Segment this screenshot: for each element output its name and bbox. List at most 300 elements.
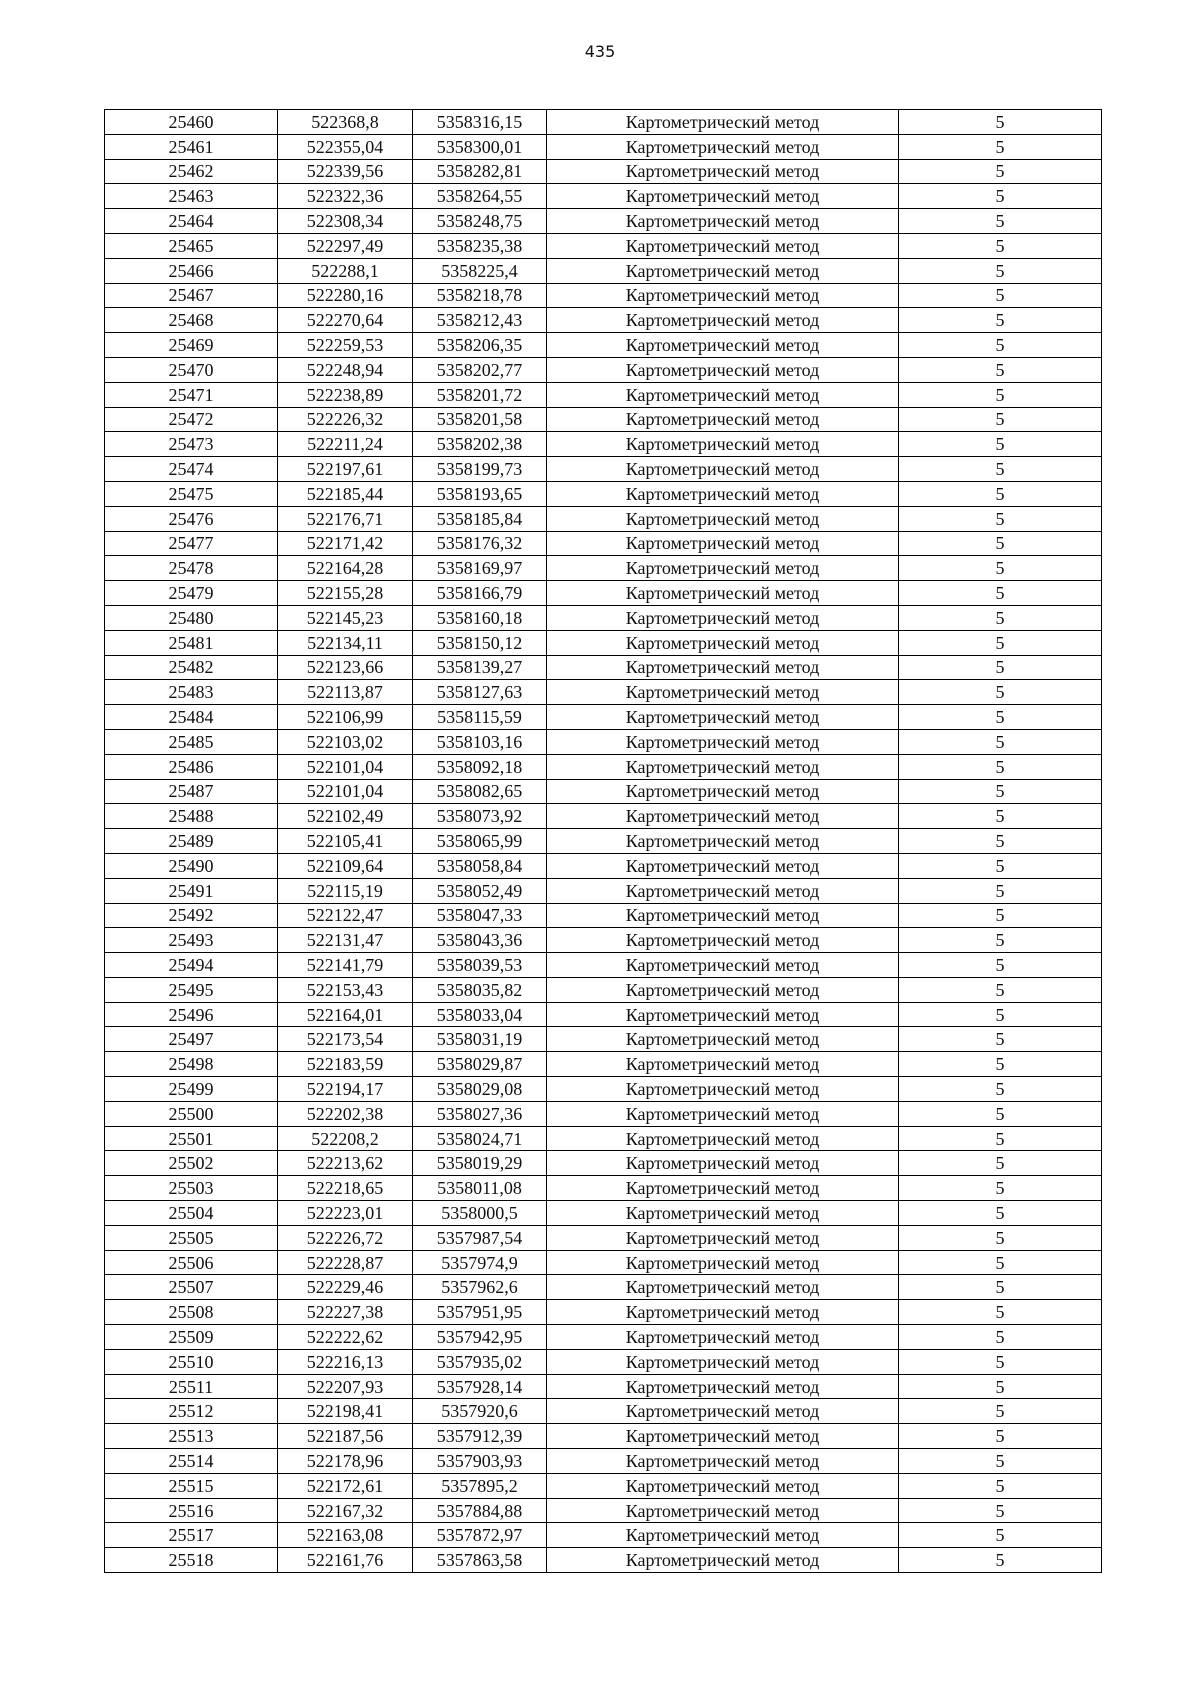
x-coordinate-cell: 522101,04 <box>278 779 413 804</box>
x-coordinate-cell: 522216,13 <box>278 1349 413 1374</box>
y-coordinate-cell: 5358199,73 <box>413 457 547 482</box>
method-cell: Картометрический метод <box>547 382 899 407</box>
x-coordinate-cell: 522202,38 <box>278 1101 413 1126</box>
x-coordinate-cell: 522145,23 <box>278 605 413 630</box>
method-cell: Картометрический метод <box>547 829 899 854</box>
point-number-cell: 25484 <box>105 705 278 730</box>
x-coordinate-cell: 522164,01 <box>278 1002 413 1027</box>
accuracy-cell: 5 <box>899 1027 1102 1052</box>
point-number-cell: 25517 <box>105 1523 278 1548</box>
x-coordinate-cell: 522123,66 <box>278 655 413 680</box>
point-number-cell: 25480 <box>105 605 278 630</box>
x-coordinate-cell: 522297,49 <box>278 233 413 258</box>
table-row <box>105 853 1102 878</box>
x-coordinate-cell: 522270,64 <box>278 308 413 333</box>
x-coordinate-cell: 522105,41 <box>278 829 413 854</box>
x-coordinate-cell: 522208,2 <box>278 1126 413 1151</box>
x-coordinate-cell: 522197,61 <box>278 457 413 482</box>
method-cell: Картометрический метод <box>547 1126 899 1151</box>
y-coordinate-cell: 5358166,79 <box>413 581 547 606</box>
y-coordinate-cell: 5357951,95 <box>413 1300 547 1325</box>
point-number-cell: 25496 <box>105 1002 278 1027</box>
y-coordinate-cell: 5357928,14 <box>413 1374 547 1399</box>
accuracy-cell: 5 <box>899 1399 1102 1424</box>
accuracy-cell: 5 <box>899 581 1102 606</box>
method-cell: Картометрический метод <box>547 209 899 234</box>
method-cell: Картометрический метод <box>547 630 899 655</box>
accuracy-cell: 5 <box>899 878 1102 903</box>
point-number-cell: 25515 <box>105 1473 278 1498</box>
method-cell: Картометрический метод <box>547 1325 899 1350</box>
table-row <box>105 1498 1102 1523</box>
accuracy-cell: 5 <box>899 1300 1102 1325</box>
method-cell: Картометрический метод <box>547 432 899 457</box>
table-row <box>105 1052 1102 1077</box>
method-cell: Картометрический метод <box>547 1176 899 1201</box>
accuracy-cell: 5 <box>899 333 1102 358</box>
x-coordinate-cell: 522248,94 <box>278 357 413 382</box>
point-number-cell: 25491 <box>105 878 278 903</box>
x-coordinate-cell: 522187,56 <box>278 1424 413 1449</box>
accuracy-cell: 5 <box>899 630 1102 655</box>
x-coordinate-cell: 522227,38 <box>278 1300 413 1325</box>
method-cell: Картометрический метод <box>547 457 899 482</box>
method-cell: Картометрический метод <box>547 407 899 432</box>
x-coordinate-cell: 522183,59 <box>278 1052 413 1077</box>
x-coordinate-cell: 522109,64 <box>278 853 413 878</box>
table-row <box>105 1374 1102 1399</box>
x-coordinate-cell: 522280,16 <box>278 283 413 308</box>
x-coordinate-cell: 522122,47 <box>278 903 413 928</box>
accuracy-cell: 5 <box>899 233 1102 258</box>
point-number-cell: 25490 <box>105 853 278 878</box>
accuracy-cell: 5 <box>899 1325 1102 1350</box>
point-number-cell: 25470 <box>105 357 278 382</box>
accuracy-cell: 5 <box>899 729 1102 754</box>
accuracy-cell: 5 <box>899 1052 1102 1077</box>
y-coordinate-cell: 5358150,12 <box>413 630 547 655</box>
table-row <box>105 779 1102 804</box>
y-coordinate-cell: 5358031,19 <box>413 1027 547 1052</box>
y-coordinate-cell: 5358058,84 <box>413 853 547 878</box>
accuracy-cell: 5 <box>899 655 1102 680</box>
y-coordinate-cell: 5358193,65 <box>413 481 547 506</box>
y-coordinate-cell: 5357912,39 <box>413 1424 547 1449</box>
y-coordinate-cell: 5358043,36 <box>413 928 547 953</box>
y-coordinate-cell: 5357863,58 <box>413 1548 547 1573</box>
table-row <box>105 1151 1102 1176</box>
accuracy-cell: 5 <box>899 481 1102 506</box>
point-number-cell: 25494 <box>105 953 278 978</box>
accuracy-cell: 5 <box>899 1002 1102 1027</box>
x-coordinate-cell: 522173,54 <box>278 1027 413 1052</box>
table-row <box>105 1201 1102 1226</box>
y-coordinate-cell: 5358065,99 <box>413 829 547 854</box>
y-coordinate-cell: 5358073,92 <box>413 804 547 829</box>
y-coordinate-cell: 5357872,97 <box>413 1523 547 1548</box>
x-coordinate-cell: 522213,62 <box>278 1151 413 1176</box>
y-coordinate-cell: 5357935,02 <box>413 1349 547 1374</box>
x-coordinate-cell: 522259,53 <box>278 333 413 358</box>
x-coordinate-cell: 522207,93 <box>278 1374 413 1399</box>
method-cell: Картометрический метод <box>547 1399 899 1424</box>
x-coordinate-cell: 522223,01 <box>278 1201 413 1226</box>
method-cell: Картометрический метод <box>547 903 899 928</box>
point-number-cell: 25503 <box>105 1176 278 1201</box>
y-coordinate-cell: 5358029,87 <box>413 1052 547 1077</box>
accuracy-cell: 5 <box>899 853 1102 878</box>
y-coordinate-cell: 5358033,04 <box>413 1002 547 1027</box>
accuracy-cell: 5 <box>899 903 1102 928</box>
y-coordinate-cell: 5358160,18 <box>413 605 547 630</box>
method-cell: Картометрический метод <box>547 283 899 308</box>
y-coordinate-cell: 5358264,55 <box>413 184 547 209</box>
y-coordinate-cell: 5358225,4 <box>413 258 547 283</box>
point-number-cell: 25473 <box>105 432 278 457</box>
x-coordinate-cell: 522153,43 <box>278 977 413 1002</box>
y-coordinate-cell: 5357962,6 <box>413 1275 547 1300</box>
method-cell: Картометрический метод <box>547 357 899 382</box>
table-row <box>105 1002 1102 1027</box>
accuracy-cell: 5 <box>899 1374 1102 1399</box>
method-cell: Картометрический метод <box>547 878 899 903</box>
point-number-cell: 25475 <box>105 481 278 506</box>
table-row <box>105 110 1102 135</box>
point-number-cell: 25460 <box>105 110 278 135</box>
y-coordinate-cell: 5358052,49 <box>413 878 547 903</box>
y-coordinate-cell: 5357974,9 <box>413 1250 547 1275</box>
accuracy-cell: 5 <box>899 457 1102 482</box>
method-cell: Картометрический метод <box>547 605 899 630</box>
method-cell: Картометрический метод <box>547 754 899 779</box>
accuracy-cell: 5 <box>899 283 1102 308</box>
accuracy-cell: 5 <box>899 1548 1102 1573</box>
point-number-cell: 25507 <box>105 1275 278 1300</box>
x-coordinate-cell: 522355,04 <box>278 134 413 159</box>
method-cell: Картометрический метод <box>547 1498 899 1523</box>
method-cell: Картометрический метод <box>547 506 899 531</box>
table-row <box>105 159 1102 184</box>
point-number-cell: 25478 <box>105 556 278 581</box>
y-coordinate-cell: 5358019,29 <box>413 1151 547 1176</box>
accuracy-cell: 5 <box>899 977 1102 1002</box>
method-cell: Картометрический метод <box>547 1151 899 1176</box>
method-cell: Картометрический метод <box>547 1250 899 1275</box>
y-coordinate-cell: 5358206,35 <box>413 333 547 358</box>
table-row <box>105 134 1102 159</box>
method-cell: Картометрический метод <box>547 1374 899 1399</box>
method-cell: Картометрический метод <box>547 928 899 953</box>
table-row <box>105 754 1102 779</box>
y-coordinate-cell: 5358103,16 <box>413 729 547 754</box>
y-coordinate-cell: 5358300,01 <box>413 134 547 159</box>
y-coordinate-cell: 5358035,82 <box>413 977 547 1002</box>
table-row <box>105 1101 1102 1126</box>
x-coordinate-cell: 522176,71 <box>278 506 413 531</box>
accuracy-cell: 5 <box>899 1473 1102 1498</box>
method-cell: Картометрический метод <box>547 1523 899 1548</box>
method-cell: Картометрический метод <box>547 729 899 754</box>
table-row <box>105 1275 1102 1300</box>
y-coordinate-cell: 5358212,43 <box>413 308 547 333</box>
y-coordinate-cell: 5357884,88 <box>413 1498 547 1523</box>
y-coordinate-cell: 5358029,08 <box>413 1077 547 1102</box>
y-coordinate-cell: 5358115,59 <box>413 705 547 730</box>
point-number-cell: 25483 <box>105 680 278 705</box>
point-number-cell: 25510 <box>105 1349 278 1374</box>
accuracy-cell: 5 <box>899 258 1102 283</box>
point-number-cell: 25469 <box>105 333 278 358</box>
table-row <box>105 531 1102 556</box>
accuracy-cell: 5 <box>899 357 1102 382</box>
y-coordinate-cell: 5358201,72 <box>413 382 547 407</box>
x-coordinate-cell: 522167,32 <box>278 1498 413 1523</box>
x-coordinate-cell: 522198,41 <box>278 1399 413 1424</box>
accuracy-cell: 5 <box>899 382 1102 407</box>
y-coordinate-cell: 5357903,93 <box>413 1449 547 1474</box>
table-row <box>105 407 1102 432</box>
x-coordinate-cell: 522103,02 <box>278 729 413 754</box>
y-coordinate-cell: 5358139,27 <box>413 655 547 680</box>
y-coordinate-cell: 5357987,54 <box>413 1225 547 1250</box>
method-cell: Картометрический метод <box>547 804 899 829</box>
x-coordinate-cell: 522141,79 <box>278 953 413 978</box>
point-number-cell: 25481 <box>105 630 278 655</box>
y-coordinate-cell: 5358011,08 <box>413 1176 547 1201</box>
point-number-cell: 25506 <box>105 1250 278 1275</box>
x-coordinate-cell: 522161,76 <box>278 1548 413 1573</box>
x-coordinate-cell: 522222,62 <box>278 1325 413 1350</box>
y-coordinate-cell: 5358024,71 <box>413 1126 547 1151</box>
point-number-cell: 25488 <box>105 804 278 829</box>
accuracy-cell: 5 <box>899 705 1102 730</box>
x-coordinate-cell: 522163,08 <box>278 1523 413 1548</box>
accuracy-cell: 5 <box>899 1101 1102 1126</box>
table-row <box>105 556 1102 581</box>
point-number-cell: 25504 <box>105 1201 278 1226</box>
point-number-cell: 25464 <box>105 209 278 234</box>
method-cell: Картометрический метод <box>547 1349 899 1374</box>
accuracy-cell: 5 <box>899 1225 1102 1250</box>
table-row <box>105 1349 1102 1374</box>
accuracy-cell: 5 <box>899 110 1102 135</box>
y-coordinate-cell: 5358092,18 <box>413 754 547 779</box>
table-row <box>105 829 1102 854</box>
accuracy-cell: 5 <box>899 1523 1102 1548</box>
method-cell: Картометрический метод <box>547 1424 899 1449</box>
accuracy-cell: 5 <box>899 1126 1102 1151</box>
point-number-cell: 25499 <box>105 1077 278 1102</box>
y-coordinate-cell: 5358248,75 <box>413 209 547 234</box>
point-number-cell: 25485 <box>105 729 278 754</box>
point-number-cell: 25479 <box>105 581 278 606</box>
accuracy-cell: 5 <box>899 209 1102 234</box>
y-coordinate-cell: 5358082,65 <box>413 779 547 804</box>
table-row <box>105 506 1102 531</box>
accuracy-cell: 5 <box>899 680 1102 705</box>
x-coordinate-cell: 522172,61 <box>278 1473 413 1498</box>
x-coordinate-cell: 522238,89 <box>278 382 413 407</box>
method-cell: Картометрический метод <box>547 1077 899 1102</box>
point-number-cell: 25518 <box>105 1548 278 1573</box>
point-number-cell: 25461 <box>105 134 278 159</box>
table-row <box>105 605 1102 630</box>
accuracy-cell: 5 <box>899 754 1102 779</box>
method-cell: Картометрический метод <box>547 705 899 730</box>
accuracy-cell: 5 <box>899 804 1102 829</box>
point-number-cell: 25501 <box>105 1126 278 1151</box>
point-number-cell: 25463 <box>105 184 278 209</box>
table-row <box>105 1523 1102 1548</box>
x-coordinate-cell: 522131,47 <box>278 928 413 953</box>
table-row <box>105 729 1102 754</box>
method-cell: Картометрический метод <box>547 1225 899 1250</box>
table-row <box>105 1176 1102 1201</box>
x-coordinate-cell: 522155,28 <box>278 581 413 606</box>
x-coordinate-cell: 522368,8 <box>278 110 413 135</box>
y-coordinate-cell: 5358202,77 <box>413 357 547 382</box>
table-row <box>105 1325 1102 1350</box>
point-number-cell: 25505 <box>105 1225 278 1250</box>
x-coordinate-cell: 522164,28 <box>278 556 413 581</box>
point-number-cell: 25474 <box>105 457 278 482</box>
y-coordinate-cell: 5358185,84 <box>413 506 547 531</box>
x-coordinate-cell: 522134,11 <box>278 630 413 655</box>
accuracy-cell: 5 <box>899 1275 1102 1300</box>
point-number-cell: 25477 <box>105 531 278 556</box>
x-coordinate-cell: 522229,46 <box>278 1275 413 1300</box>
method-cell: Картометрический метод <box>547 1275 899 1300</box>
point-number-cell: 25472 <box>105 407 278 432</box>
point-number-cell: 25492 <box>105 903 278 928</box>
table-row <box>105 680 1102 705</box>
accuracy-cell: 5 <box>899 531 1102 556</box>
table-row <box>105 1300 1102 1325</box>
method-cell: Картометрический метод <box>547 680 899 705</box>
table-row <box>105 903 1102 928</box>
accuracy-cell: 5 <box>899 506 1102 531</box>
table-row <box>105 457 1102 482</box>
method-cell: Картометрический метод <box>547 1449 899 1474</box>
accuracy-cell: 5 <box>899 556 1102 581</box>
method-cell: Картометрический метод <box>547 1027 899 1052</box>
method-cell: Картометрический метод <box>547 953 899 978</box>
x-coordinate-cell: 522113,87 <box>278 680 413 705</box>
method-cell: Картометрический метод <box>547 779 899 804</box>
table-row <box>105 258 1102 283</box>
table-row <box>105 1250 1102 1275</box>
y-coordinate-cell: 5358169,97 <box>413 556 547 581</box>
point-number-cell: 25471 <box>105 382 278 407</box>
table-row <box>105 705 1102 730</box>
table-row <box>105 1225 1102 1250</box>
x-coordinate-cell: 522322,36 <box>278 184 413 209</box>
table-row <box>105 977 1102 1002</box>
y-coordinate-cell: 5358176,32 <box>413 531 547 556</box>
table-row <box>105 655 1102 680</box>
point-number-cell: 25495 <box>105 977 278 1002</box>
table-row <box>105 928 1102 953</box>
method-cell: Картометрический метод <box>547 258 899 283</box>
y-coordinate-cell: 5358000,5 <box>413 1201 547 1226</box>
x-coordinate-cell: 522178,96 <box>278 1449 413 1474</box>
table-row <box>105 1449 1102 1474</box>
table-row <box>105 1473 1102 1498</box>
table-row <box>105 1077 1102 1102</box>
table-row <box>105 233 1102 258</box>
point-number-cell: 25514 <box>105 1449 278 1474</box>
x-coordinate-cell: 522101,04 <box>278 754 413 779</box>
point-number-cell: 25487 <box>105 779 278 804</box>
accuracy-cell: 5 <box>899 1201 1102 1226</box>
point-number-cell: 25509 <box>105 1325 278 1350</box>
point-number-cell: 25493 <box>105 928 278 953</box>
table-row <box>105 357 1102 382</box>
method-cell: Картометрический метод <box>547 481 899 506</box>
method-cell: Картометрический метод <box>547 1300 899 1325</box>
x-coordinate-cell: 522226,32 <box>278 407 413 432</box>
point-number-cell: 25467 <box>105 283 278 308</box>
point-number-cell: 25500 <box>105 1101 278 1126</box>
method-cell: Картометрический метод <box>547 581 899 606</box>
method-cell: Картометрический метод <box>547 1101 899 1126</box>
x-coordinate-cell: 522288,1 <box>278 258 413 283</box>
method-cell: Картометрический метод <box>547 655 899 680</box>
y-coordinate-cell: 5358047,33 <box>413 903 547 928</box>
x-coordinate-cell: 522106,99 <box>278 705 413 730</box>
table-row <box>105 878 1102 903</box>
page-number: 435 <box>584 42 616 61</box>
method-cell: Картометрический метод <box>547 184 899 209</box>
point-number-cell: 25476 <box>105 506 278 531</box>
table-row <box>105 1399 1102 1424</box>
accuracy-cell: 5 <box>899 1151 1102 1176</box>
x-coordinate-cell: 522185,44 <box>278 481 413 506</box>
point-number-cell: 25498 <box>105 1052 278 1077</box>
table-row <box>105 432 1102 457</box>
x-coordinate-cell: 522339,56 <box>278 159 413 184</box>
method-cell: Картометрический метод <box>547 110 899 135</box>
table-row <box>105 382 1102 407</box>
table-row <box>105 630 1102 655</box>
method-cell: Картометрический метод <box>547 1052 899 1077</box>
point-number-cell: 25502 <box>105 1151 278 1176</box>
coordinates-table <box>104 109 1102 1573</box>
y-coordinate-cell: 5358027,36 <box>413 1101 547 1126</box>
y-coordinate-cell: 5358316,15 <box>413 110 547 135</box>
method-cell: Картометрический метод <box>547 853 899 878</box>
point-number-cell: 25516 <box>105 1498 278 1523</box>
point-number-cell: 25462 <box>105 159 278 184</box>
y-coordinate-cell: 5358282,81 <box>413 159 547 184</box>
table-row <box>105 184 1102 209</box>
table-row <box>105 308 1102 333</box>
accuracy-cell: 5 <box>899 829 1102 854</box>
method-cell: Картометрический метод <box>547 308 899 333</box>
accuracy-cell: 5 <box>899 1250 1102 1275</box>
method-cell: Картометрический метод <box>547 159 899 184</box>
x-coordinate-cell: 522218,65 <box>278 1176 413 1201</box>
y-coordinate-cell: 5357942,95 <box>413 1325 547 1350</box>
point-number-cell: 25466 <box>105 258 278 283</box>
method-cell: Картометрический метод <box>547 233 899 258</box>
accuracy-cell: 5 <box>899 159 1102 184</box>
method-cell: Картометрический метод <box>547 1548 899 1573</box>
accuracy-cell: 5 <box>899 308 1102 333</box>
accuracy-cell: 5 <box>899 1424 1102 1449</box>
y-coordinate-cell: 5358201,58 <box>413 407 547 432</box>
x-coordinate-cell: 522102,49 <box>278 804 413 829</box>
